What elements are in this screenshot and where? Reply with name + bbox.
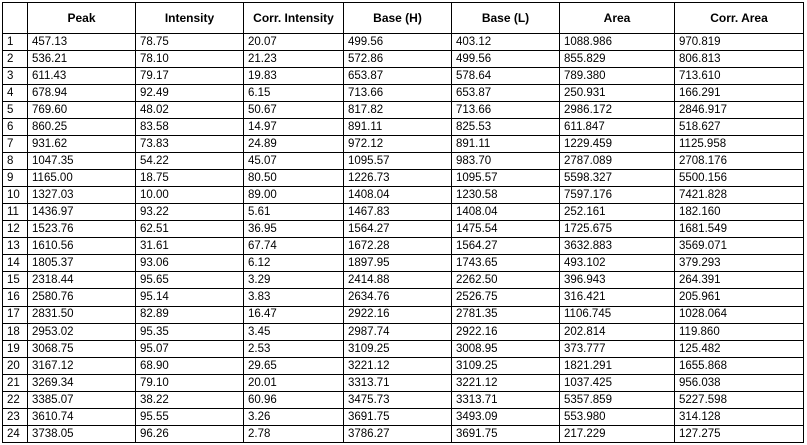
column-header-corr-area[interactable]: Corr. Area: [675, 3, 804, 34]
cell-base-h[interactable]: 3475.73: [344, 391, 452, 408]
cell-peak[interactable]: 3269.34: [28, 374, 136, 391]
table-row[interactable]: [3, 357, 804, 374]
cell-peak[interactable]: 611.43: [28, 68, 136, 85]
cell-intensity[interactable]: 95.14: [136, 289, 244, 306]
cell-intensity[interactable]: 38.22: [136, 391, 244, 408]
cell-area[interactable]: 5598.327: [560, 170, 675, 187]
row-number[interactable]: 24: [3, 425, 28, 442]
cell-intensity[interactable]: 82.89: [136, 306, 244, 323]
cell-area[interactable]: 611.847: [560, 119, 675, 136]
cell-corr-area[interactable]: 1655.868: [675, 357, 804, 374]
cell-base-h[interactable]: 499.56: [344, 34, 452, 51]
cell-base-h[interactable]: 653.87: [344, 68, 452, 85]
cell-corr-area[interactable]: 518.627: [675, 119, 804, 136]
cell-base-h[interactable]: 3786.27: [344, 425, 452, 442]
table-header-row: [3, 3, 804, 34]
table-row[interactable]: [3, 408, 804, 425]
cell-base-l[interactable]: 3691.75: [452, 425, 560, 442]
cell-base-h[interactable]: 572.86: [344, 51, 452, 68]
cell-intensity[interactable]: 79.17: [136, 68, 244, 85]
cell-corr-intensity[interactable]: 2.78: [244, 425, 344, 442]
cell-base-l[interactable]: 3313.71: [452, 391, 560, 408]
cell-peak[interactable]: 3610.74: [28, 408, 136, 425]
cell-base-h[interactable]: 1897.95: [344, 255, 452, 272]
cell-intensity[interactable]: 93.22: [136, 204, 244, 221]
cell-peak[interactable]: 457.13: [28, 34, 136, 51]
cell-peak[interactable]: 769.60: [28, 102, 136, 119]
cell-base-h[interactable]: 3109.25: [344, 340, 452, 357]
cell-corr-intensity[interactable]: 19.83: [244, 68, 344, 85]
cell-intensity[interactable]: 18.75: [136, 170, 244, 187]
row-number[interactable]: 1: [3, 34, 28, 51]
cell-corr-intensity[interactable]: 2.53: [244, 340, 344, 357]
cell-base-h[interactable]: 2922.16: [344, 306, 452, 323]
cell-peak[interactable]: 931.62: [28, 136, 136, 153]
cell-area[interactable]: 553.980: [560, 408, 675, 425]
peak-table: [2, 2, 804, 443]
table-row[interactable]: [3, 170, 804, 187]
cell-base-h[interactable]: 1095.57: [344, 153, 452, 170]
table-row[interactable]: [3, 306, 804, 323]
cell-base-l[interactable]: 1475.54: [452, 221, 560, 238]
table-row[interactable]: [3, 391, 804, 408]
cell-base-h[interactable]: 1672.28: [344, 238, 452, 255]
cell-area[interactable]: 1037.425: [560, 374, 675, 391]
row-number[interactable]: 7: [3, 136, 28, 153]
cell-area[interactable]: 217.229: [560, 425, 675, 442]
cell-intensity[interactable]: 83.58: [136, 119, 244, 136]
cell-peak[interactable]: 1327.03: [28, 187, 136, 204]
row-number[interactable]: 13: [3, 238, 28, 255]
row-number[interactable]: 4: [3, 85, 28, 102]
cell-corr-intensity[interactable]: 60.96: [244, 391, 344, 408]
cell-base-l[interactable]: 891.11: [452, 136, 560, 153]
cell-peak[interactable]: 3167.12: [28, 357, 136, 374]
cell-corr-intensity[interactable]: 5.61: [244, 204, 344, 221]
cell-base-h[interactable]: 1226.73: [344, 170, 452, 187]
cell-area[interactable]: 493.102: [560, 255, 675, 272]
cell-base-h[interactable]: 2414.88: [344, 272, 452, 289]
table-row[interactable]: [3, 153, 804, 170]
cell-intensity[interactable]: 79.10: [136, 374, 244, 391]
cell-base-l[interactable]: 403.12: [452, 34, 560, 51]
cell-area[interactable]: 1106.745: [560, 306, 675, 323]
cell-peak[interactable]: 2953.02: [28, 323, 136, 340]
cell-base-l[interactable]: 1095.57: [452, 170, 560, 187]
cell-intensity[interactable]: 68.90: [136, 357, 244, 374]
table-row[interactable]: [3, 221, 804, 238]
cell-corr-intensity[interactable]: 45.07: [244, 153, 344, 170]
cell-area[interactable]: 5357.859: [560, 391, 675, 408]
row-number[interactable]: 3: [3, 68, 28, 85]
cell-intensity[interactable]: 54.22: [136, 153, 244, 170]
row-number[interactable]: 15: [3, 272, 28, 289]
cell-corr-area[interactable]: 379.293: [675, 255, 804, 272]
cell-peak[interactable]: 3738.05: [28, 425, 136, 442]
row-number[interactable]: 6: [3, 119, 28, 136]
column-header-intensity[interactable]: Intensity: [136, 3, 244, 34]
cell-base-h[interactable]: 3691.75: [344, 408, 452, 425]
cell-corr-intensity[interactable]: 89.00: [244, 187, 344, 204]
cell-area[interactable]: 7597.176: [560, 187, 675, 204]
cell-base-h[interactable]: 972.12: [344, 136, 452, 153]
row-number[interactable]: 19: [3, 340, 28, 357]
row-number[interactable]: 5: [3, 102, 28, 119]
row-number[interactable]: 2: [3, 51, 28, 68]
cell-corr-area[interactable]: 1125.958: [675, 136, 804, 153]
cell-corr-intensity[interactable]: 36.95: [244, 221, 344, 238]
cell-base-l[interactable]: 1408.04: [452, 204, 560, 221]
cell-base-l[interactable]: 2781.35: [452, 306, 560, 323]
cell-corr-area[interactable]: 205.961: [675, 289, 804, 306]
cell-corr-area[interactable]: 806.813: [675, 51, 804, 68]
cell-area[interactable]: 789.380: [560, 68, 675, 85]
cell-corr-area[interactable]: 119.860: [675, 323, 804, 340]
table-row[interactable]: [3, 68, 804, 85]
column-header-area[interactable]: Area: [560, 3, 675, 34]
cell-intensity[interactable]: 78.10: [136, 51, 244, 68]
cell-corr-intensity[interactable]: 6.15: [244, 85, 344, 102]
cell-corr-area[interactable]: 125.482: [675, 340, 804, 357]
cell-intensity[interactable]: 48.02: [136, 102, 244, 119]
cell-intensity[interactable]: 95.07: [136, 340, 244, 357]
table-row[interactable]: [3, 34, 804, 51]
table-row[interactable]: [3, 289, 804, 306]
cell-base-h[interactable]: 3221.12: [344, 357, 452, 374]
cell-corr-intensity[interactable]: 67.74: [244, 238, 344, 255]
cell-base-h[interactable]: 1408.04: [344, 187, 452, 204]
cell-corr-area[interactable]: 264.391: [675, 272, 804, 289]
cell-corr-intensity[interactable]: 20.01: [244, 374, 344, 391]
cell-base-l[interactable]: 2262.50: [452, 272, 560, 289]
cell-intensity[interactable]: 10.00: [136, 187, 244, 204]
cell-base-l[interactable]: 3109.25: [452, 357, 560, 374]
cell-peak[interactable]: 2831.50: [28, 306, 136, 323]
cell-corr-intensity[interactable]: 21.23: [244, 51, 344, 68]
row-number[interactable]: 17: [3, 306, 28, 323]
cell-corr-area[interactable]: 1028.064: [675, 306, 804, 323]
cell-base-h[interactable]: 713.66: [344, 85, 452, 102]
cell-base-l[interactable]: 713.66: [452, 102, 560, 119]
cell-corr-intensity[interactable]: 6.12: [244, 255, 344, 272]
cell-area[interactable]: 855.829: [560, 51, 675, 68]
cell-base-l[interactable]: 578.64: [452, 68, 560, 85]
cell-corr-area[interactable]: 2846.917: [675, 102, 804, 119]
table-row[interactable]: [3, 255, 804, 272]
cell-corr-intensity[interactable]: 16.47: [244, 306, 344, 323]
cell-area[interactable]: 1725.675: [560, 221, 675, 238]
cell-area[interactable]: 316.421: [560, 289, 675, 306]
cell-peak[interactable]: 1047.35: [28, 153, 136, 170]
cell-base-h[interactable]: 1467.83: [344, 204, 452, 221]
cell-intensity[interactable]: 96.26: [136, 425, 244, 442]
cell-area[interactable]: 252.161: [560, 204, 675, 221]
cell-intensity[interactable]: 73.83: [136, 136, 244, 153]
cell-intensity[interactable]: 95.55: [136, 408, 244, 425]
cell-corr-intensity[interactable]: 20.07: [244, 34, 344, 51]
cell-base-l[interactable]: 3493.09: [452, 408, 560, 425]
cell-corr-area[interactable]: 956.038: [675, 374, 804, 391]
cell-base-h[interactable]: 891.11: [344, 119, 452, 136]
cell-area[interactable]: 250.931: [560, 85, 675, 102]
table-row[interactable]: [3, 204, 804, 221]
cell-corr-intensity[interactable]: 3.29: [244, 272, 344, 289]
cell-corr-area[interactable]: 314.128: [675, 408, 804, 425]
row-number[interactable]: 10: [3, 187, 28, 204]
cell-base-l[interactable]: 3221.12: [452, 374, 560, 391]
table-row[interactable]: [3, 136, 804, 153]
cell-intensity[interactable]: 95.65: [136, 272, 244, 289]
cell-corr-intensity[interactable]: 24.89: [244, 136, 344, 153]
cell-area[interactable]: 1821.291: [560, 357, 675, 374]
cell-peak[interactable]: 1436.97: [28, 204, 136, 221]
cell-area[interactable]: 1088.986: [560, 34, 675, 51]
cell-base-l[interactable]: 653.87: [452, 85, 560, 102]
table-row[interactable]: [3, 374, 804, 391]
column-header-base-h[interactable]: Base (H): [344, 3, 452, 34]
table-row[interactable]: [3, 85, 804, 102]
cell-corr-intensity[interactable]: 50.67: [244, 102, 344, 119]
row-number[interactable]: 11: [3, 204, 28, 221]
cell-area[interactable]: 1229.459: [560, 136, 675, 153]
cell-intensity[interactable]: 92.49: [136, 85, 244, 102]
cell-corr-intensity[interactable]: 3.26: [244, 408, 344, 425]
row-number[interactable]: 18: [3, 323, 28, 340]
cell-area[interactable]: 373.777: [560, 340, 675, 357]
row-number[interactable]: 21: [3, 374, 28, 391]
table-body: [3, 34, 804, 443]
table-row[interactable]: [3, 102, 804, 119]
cell-corr-area[interactable]: 2708.176: [675, 153, 804, 170]
cell-base-l[interactable]: 1743.65: [452, 255, 560, 272]
table-row[interactable]: [3, 425, 804, 442]
cell-peak[interactable]: 678.94: [28, 85, 136, 102]
cell-intensity[interactable]: 78.75: [136, 34, 244, 51]
cell-base-h[interactable]: 1564.27: [344, 221, 452, 238]
cell-base-l[interactable]: 499.56: [452, 51, 560, 68]
row-number[interactable]: 14: [3, 255, 28, 272]
cell-intensity[interactable]: 95.35: [136, 323, 244, 340]
cell-area[interactable]: 202.814: [560, 323, 675, 340]
cell-base-h[interactable]: 3313.71: [344, 374, 452, 391]
row-number[interactable]: 12: [3, 221, 28, 238]
cell-base-l[interactable]: 2922.16: [452, 323, 560, 340]
cell-peak[interactable]: 1610.56: [28, 238, 136, 255]
cell-corr-intensity[interactable]: 14.97: [244, 119, 344, 136]
cell-corr-area[interactable]: 182.160: [675, 204, 804, 221]
cell-corr-area[interactable]: 166.291: [675, 85, 804, 102]
cell-base-l[interactable]: 3008.95: [452, 340, 560, 357]
cell-corr-area[interactable]: 7421.828: [675, 187, 804, 204]
table-row[interactable]: [3, 323, 804, 340]
table-row[interactable]: [3, 187, 804, 204]
cell-area[interactable]: 2986.172: [560, 102, 675, 119]
cell-peak[interactable]: 536.21: [28, 51, 136, 68]
cell-base-l[interactable]: 1230.58: [452, 187, 560, 204]
row-number[interactable]: 20: [3, 357, 28, 374]
cell-peak[interactable]: 1523.76: [28, 221, 136, 238]
cell-base-h[interactable]: 817.82: [344, 102, 452, 119]
cell-intensity[interactable]: 31.61: [136, 238, 244, 255]
cell-corr-area[interactable]: 713.610: [675, 68, 804, 85]
cell-area[interactable]: 2787.089: [560, 153, 675, 170]
row-number[interactable]: 9: [3, 170, 28, 187]
table-row[interactable]: [3, 238, 804, 255]
cell-base-h[interactable]: 2634.76: [344, 289, 452, 306]
cell-corr-area[interactable]: 3569.071: [675, 238, 804, 255]
cell-corr-intensity[interactable]: 3.45: [244, 323, 344, 340]
cell-base-l[interactable]: 2526.75: [452, 289, 560, 306]
cell-intensity[interactable]: 62.51: [136, 221, 244, 238]
cell-area[interactable]: 3632.883: [560, 238, 675, 255]
cell-corr-area[interactable]: 5227.598: [675, 391, 804, 408]
cell-corr-intensity[interactable]: 3.83: [244, 289, 344, 306]
column-header-peak[interactable]: Peak: [28, 3, 136, 34]
row-number[interactable]: 23: [3, 408, 28, 425]
cell-corr-intensity[interactable]: 29.65: [244, 357, 344, 374]
cell-area[interactable]: 396.943: [560, 272, 675, 289]
cell-peak[interactable]: 2580.76: [28, 289, 136, 306]
cell-corr-area[interactable]: 127.275: [675, 425, 804, 442]
row-number-header: [3, 3, 28, 34]
cell-peak[interactable]: 1805.37: [28, 255, 136, 272]
cell-corr-area[interactable]: 970.819: [675, 34, 804, 51]
cell-peak[interactable]: 860.25: [28, 119, 136, 136]
column-header-corr-intensity[interactable]: Corr. Intensity: [244, 3, 344, 34]
cell-base-h[interactable]: 2987.74: [344, 323, 452, 340]
cell-peak[interactable]: 3385.07: [28, 391, 136, 408]
cell-corr-area[interactable]: 1681.549: [675, 221, 804, 238]
cell-base-l[interactable]: 1564.27: [452, 238, 560, 255]
cell-peak[interactable]: 2318.44: [28, 272, 136, 289]
column-header-base-l[interactable]: Base (L): [452, 3, 560, 34]
table-row[interactable]: [3, 272, 804, 289]
cell-peak[interactable]: 3068.75: [28, 340, 136, 357]
cell-corr-intensity[interactable]: 80.50: [244, 170, 344, 187]
cell-base-l[interactable]: 983.70: [452, 153, 560, 170]
cell-corr-area[interactable]: 5500.156: [675, 170, 804, 187]
table-row[interactable]: [3, 340, 804, 357]
row-number[interactable]: 22: [3, 391, 28, 408]
row-number[interactable]: 16: [3, 289, 28, 306]
table-row[interactable]: [3, 119, 804, 136]
row-number[interactable]: 8: [3, 153, 28, 170]
table-row[interactable]: [3, 51, 804, 68]
cell-base-l[interactable]: 825.53: [452, 119, 560, 136]
cell-peak[interactable]: 1165.00: [28, 170, 136, 187]
cell-intensity[interactable]: 93.06: [136, 255, 244, 272]
